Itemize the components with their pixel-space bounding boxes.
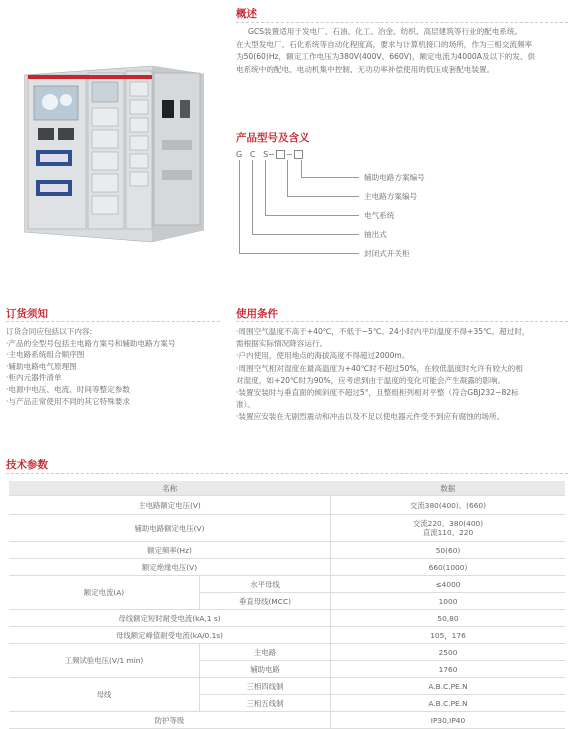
param-value: ≤4000 [331,576,566,593]
param-name: 防护等级 [9,712,331,729]
overview-divider [236,22,568,23]
model-label: 辅助电路方案编号 [364,173,425,182]
param-value: 105，176 [331,627,566,644]
tree-line [252,234,359,235]
tree-line [265,160,266,215]
param-value-line: 交流220、380(400) [412,519,484,528]
condition-line: ·周围空气相对湿度在最高温度为+40℃时不超过50%，在较低温度时允许有较大的相 [236,363,523,373]
tree-line [287,196,359,197]
table-row [9,678,565,695]
ordering-item: ·柜内元器件清单 [6,373,62,383]
table-row [9,627,565,644]
conditions-title: 使用条件 [236,308,278,320]
param-value: IP30,IP40 [331,712,566,729]
overview-title: 概述 [236,8,257,20]
tech-table [9,481,565,729]
condition-line: 对湿度，如+20℃时为90%，应考虑到由于温度的变化可能会产生凝露的影响。 [236,375,506,385]
param-name: 额定绝缘电压(V) [9,559,331,576]
ordering-divider [6,321,220,322]
param-sub: 三相五线制 [200,695,331,712]
param-group: 额定电流(A) [9,576,200,610]
tree-line [239,160,240,253]
param-name: 主电路额定电压(V) [9,496,331,515]
condition-line: 需根据实际情况降容运行。 [236,339,328,349]
param-value: A.B.C.PE.N [331,678,566,695]
model-label: 封闭式开关柜 [364,249,410,258]
table-row [9,610,565,627]
param-group: 工频试验电压(V/1 min) [9,644,200,678]
condition-line: ·装置应安装在无剧烈震动和冲击以及不足以使电器元件受不到应有腐蚀的场所。 [236,412,505,422]
param-sub: 垂直母线(MCC) [200,593,331,610]
param-name: 额定频率(Hz) [9,542,331,559]
param-value: 2500 [331,644,566,661]
ordering-text [6,326,226,407]
param-value: 50,80 [331,610,566,627]
param-group: 母线 [9,678,200,712]
ordering-intro: 订货合同应包括以下内容: [6,327,93,336]
overview-line: GCS装置适用于发电厂、石油、化工、冶金、纺织、高层建筑等行业的配电系统。 [248,27,523,36]
table-row [9,576,565,593]
model-code-letter: S [263,150,269,159]
ordering-item: ·电源中电压、电流、时间等整定参数 [6,384,130,394]
param-name: 母线额定峰值耐受电流(kA/0.1s) [9,627,331,644]
param-name: 母线额定短时耐受电流(kA,1 s) [9,610,331,627]
ordering-title: 订货须知 [6,308,48,320]
param-value: 1000 [331,593,566,610]
condition-line: ·周围空气温度不高于+40℃，不低于−5℃。24小时内平均温度不得+35℃。超过时， [236,327,530,336]
overview-line: 电系统中的配电、电动机集中控制、无功功率补偿使用的低压成套配电装置。 [236,64,495,74]
header-name: 名称 [9,481,331,496]
tech-title: 技术参数 [6,459,48,471]
tree-line [265,215,359,216]
ordering-item: ·主电路系统组合顺序图 [6,350,85,360]
condition-line: ·装置安装时与垂直面的倾斜度不超过5°，且整组柜列相对平整（符合GBJ232−82标 [236,388,519,398]
model-code: G C S− − [236,150,304,159]
param-value: A.B.C.PE.N [331,695,566,712]
tree-line [301,160,302,177]
tech-divider [6,473,568,474]
param-sub: 主电路 [200,644,331,661]
model-label: 抽出式 [364,230,387,239]
ordering-item: ·与产品正常使用不同的其它特殊要求 [6,396,130,406]
header-value: 数据 [331,481,566,496]
conditions-text [236,326,572,424]
param-sub: 三相四线制 [200,678,331,695]
condition-line: 准）。 [236,400,255,410]
param-value: 660(1000) [331,559,566,576]
param-sub: 辅助电路 [200,661,331,678]
param-value: 1760 [331,661,566,678]
table-row [9,644,565,661]
param-value: 交流380(400)、(660) [331,496,566,515]
table-row [9,496,565,515]
condition-line: ·户内使用，使用地点的海拔高度不得超过2000m。 [236,351,410,361]
tree-line [252,160,253,234]
ordering-item: ·产品的全型号包括主电路方案号和辅助电路方案号 [6,338,176,348]
overview-line: 在大型发电厂、石化系统等自动化程度高，要求与计算机接口的场所，作为三相交流频率 [236,39,533,49]
table-header-row [9,481,565,496]
model-code-letter: C [249,150,256,159]
model-code-letter: G [236,150,243,159]
param-value: 50(60) [331,542,566,559]
param-name: 辅助电路额定电压(V) [9,515,331,542]
model-label: 电气系统 [364,211,395,220]
model-label: 主电路方案编号 [364,192,418,201]
param-sub: 水平母线 [200,576,331,593]
table-row [9,542,565,559]
param-value-line: 直流110、220 [422,528,474,537]
tree-line [301,177,359,178]
overview-line: 为50(60)Hz，额定工作电压为380V(400V、660V)，额定电流为4000A及以下的发、供 [236,52,536,62]
table-row [9,515,565,542]
table-row [9,559,565,576]
switchgear-cabinet-image [24,60,204,245]
tree-line [287,160,288,196]
ordering-item: ·辅助电路电气原理图 [6,361,77,371]
conditions-divider [236,321,568,322]
aux-scheme-box [294,150,303,159]
model-title: 产品型号及含义 [236,132,310,144]
tree-line [239,253,359,254]
param-value [331,515,566,542]
overview-text [236,26,571,76]
main-scheme-box [276,150,285,159]
